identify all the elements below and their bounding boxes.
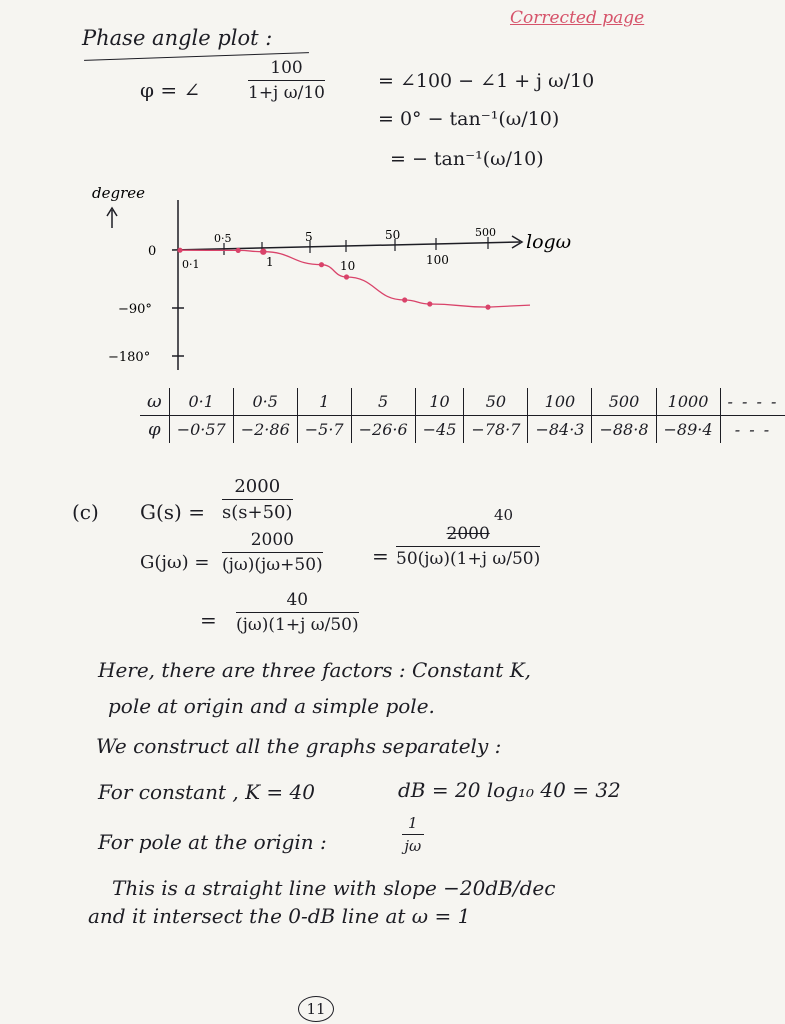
phase-eq-lhs: φ = ∠ <box>140 78 201 102</box>
x-tick-label-50: 50 <box>385 228 401 242</box>
table-cell: −2·86 <box>233 416 297 444</box>
gjw-denominator-2: 50(jω)(1+j ω/50) <box>396 549 541 569</box>
x-tick-label-500: 500 <box>475 226 496 239</box>
x-tick-label-5: 5 <box>305 230 313 244</box>
gs-fraction <box>222 476 293 523</box>
final-equals: = <box>200 608 217 632</box>
table-cell: −0·57 <box>169 416 233 444</box>
gjw-fraction <box>222 530 323 575</box>
phase-data-point <box>319 262 324 267</box>
phase-data-point <box>427 301 432 306</box>
phase-data-point <box>485 305 490 310</box>
text-line-poles: pole at origin and a simple pole. <box>108 694 435 718</box>
table-row-omega <box>140 388 785 416</box>
phase-eq-step1: = ∠100 − ∠1 + j ω/10 <box>378 70 595 92</box>
x-tick-label-100: 100 <box>426 253 449 267</box>
gs-denominator: s(s+50) <box>222 502 293 523</box>
table-row-phi <box>140 416 785 444</box>
corrected-page-note: Corrected page <box>510 8 645 28</box>
x-tick-label-10: 10 <box>340 259 356 273</box>
table-cell: 100 <box>528 388 592 416</box>
table-cell: - - - <box>720 416 785 444</box>
text-line-construct: We construct all the graphs separately : <box>96 734 502 758</box>
phase-eq-fraction <box>248 58 325 103</box>
text-line-intersect: and it intersect the 0-dB line at ω = 1 <box>88 904 471 928</box>
table-cell: 5 <box>351 388 415 416</box>
text-line-constant: For constant , K = 40 <box>98 780 315 804</box>
table-cell: 500 <box>592 388 656 416</box>
phase-eq-step3: = − tan⁻¹(ω/10) <box>390 148 544 170</box>
x-axis-label: logω <box>526 231 572 253</box>
table-cell: 1 <box>297 388 351 416</box>
table-header-phi: φ <box>148 419 161 440</box>
phase-eq-numerator: 100 <box>248 58 325 81</box>
x-tick-label-0-1: 0·1 <box>182 258 200 271</box>
final-denominator: (jω)(1+j ω/50) <box>236 615 359 635</box>
text-line-factors: Here, there are three factors : Constant K, <box>98 658 531 682</box>
gjw-denominator: (jω)(jω+50) <box>222 555 323 575</box>
x-tick-label-0-5: 0·5 <box>214 232 232 245</box>
frequency-phase-table <box>140 388 785 443</box>
gjw-cancel-40: 40 <box>494 506 514 524</box>
table-cell: 1000 <box>656 388 720 416</box>
table-cell: −89·4 <box>656 416 720 444</box>
y-axis-label: degree <box>92 184 146 202</box>
table-header-omega: ω <box>140 388 169 416</box>
gjw-lhs: G(jω) = <box>140 552 210 573</box>
table-cell: 0·1 <box>169 388 233 416</box>
phase-eq-step2: = 0° − tan⁻¹(ω/10) <box>378 108 560 130</box>
y-tick-label-0: 0 <box>148 244 157 259</box>
page-number: 11 <box>298 996 334 1022</box>
final-fraction <box>236 590 359 635</box>
pole-origin-fraction <box>402 814 424 855</box>
table-cell: −45 <box>415 416 464 444</box>
phase-data-point <box>402 297 407 302</box>
table-cell: - - - - <box>720 388 785 416</box>
x-tick-label-1: 1 <box>266 255 274 269</box>
gjw-fraction-2 <box>396 524 540 569</box>
phase-data-point <box>177 248 182 253</box>
gjw-numerator: 2000 <box>222 530 323 553</box>
phase-data-point <box>236 248 241 253</box>
y-tick-label-90: −90° <box>118 302 152 317</box>
table-cell: 0·5 <box>233 388 297 416</box>
phase-data-point <box>260 249 266 255</box>
final-numerator: 40 <box>236 590 359 613</box>
text-line-db: dB = 20 log₁₀ 40 = 32 <box>398 778 621 802</box>
table-cell: 50 <box>464 388 528 416</box>
table-cell: −84·3 <box>528 416 592 444</box>
gs-lhs: G(s) = <box>140 500 205 524</box>
gjw-numerator-2: 2000 <box>396 524 540 547</box>
pole-origin-denominator: jω <box>404 837 422 855</box>
part-c-label: (c) <box>72 500 99 524</box>
text-line-pole-origin: For pole at the origin : <box>98 830 327 854</box>
gs-numerator: 2000 <box>222 476 293 500</box>
gjw-equals-2: = <box>372 544 389 568</box>
phase-eq-denominator: 1+j ω/10 <box>248 83 325 103</box>
phase-data-point <box>344 274 349 279</box>
table-cell: 10 <box>415 388 464 416</box>
table-cell: −88·8 <box>592 416 656 444</box>
y-tick-label-180: −180° <box>108 350 151 365</box>
section-title: Phase angle plot : <box>82 26 273 50</box>
table-cell: −78·7 <box>464 416 528 444</box>
table-cell: −26·6 <box>351 416 415 444</box>
table-cell: −5·7 <box>297 416 351 444</box>
pole-origin-numerator: 1 <box>402 814 424 835</box>
phase-plot <box>0 180 768 380</box>
text-line-slope: This is a straight line with slope −20dB/dec <box>112 876 556 900</box>
